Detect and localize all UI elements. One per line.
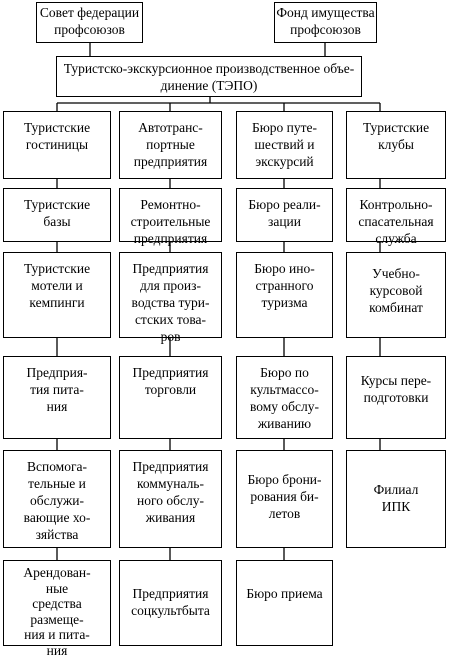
box-col2-trade: Предприятия торговли	[119, 356, 222, 439]
box-col4-retraining: Курсы пере- подготовки	[346, 356, 446, 439]
box-col4-training-center: Учебно- курсовой комбинат	[346, 252, 446, 338]
box-col1-bases: Туристские базы	[3, 188, 111, 242]
box-col1-catering: Предприя- тия пита- ния	[3, 356, 111, 439]
box-col1-rented: Арендован- ные средства размеще- ния и пита- ния	[3, 560, 111, 646]
box-property-fund: Фонд имущества профсоюзов	[274, 2, 377, 43]
box-col3-foreign-tourism: Бюро ино- странного туризма	[236, 252, 333, 338]
box-col1-motels: Туристские мотели и кемпинги	[3, 252, 111, 338]
box-col2-goods-production: Предприятия для произ- водства тури- стских това- ров	[119, 252, 222, 338]
box-col1-hotels: Туристские гостиницы	[3, 111, 111, 179]
box-col3-reception: Бюро приема	[236, 560, 333, 646]
box-col1-auxiliary: Вспомога- тельные и обслужи- вающие хо- зяйства	[3, 450, 111, 548]
box-soviet-federation: Совет федерации профсоюзов	[36, 2, 143, 43]
box-col2-autotransport: Автотранс- портные предприятия	[119, 111, 222, 179]
box-col3-travel-bureau: Бюро путе- шествий и экскурсий	[236, 111, 333, 179]
box-tepo: Туристско-экскурсионное производственное объе- динение (ТЭПО)	[56, 56, 362, 97]
box-col3-cultural-service: Бюро по культмассо- вому обслу- живанию	[236, 356, 333, 439]
box-col4-rescue: Контрольно- спасательная служба	[346, 188, 446, 242]
box-col3-sales-bureau: Бюро реали- зации	[236, 188, 333, 242]
box-col3-ticket-booking: Бюро брони- рования би- летов	[236, 450, 333, 548]
box-col4-ipk-branch: Филиал ИПК	[346, 450, 446, 548]
box-col2-sociocultural: Предприятия соцкультбыта	[119, 560, 222, 646]
box-col2-communal: Предприятия коммуналь- ного обслу- живания	[119, 450, 222, 548]
box-col4-clubs: Туристские клубы	[346, 111, 446, 179]
box-col2-repair: Ремонтно- строительные предприятия	[119, 188, 222, 242]
